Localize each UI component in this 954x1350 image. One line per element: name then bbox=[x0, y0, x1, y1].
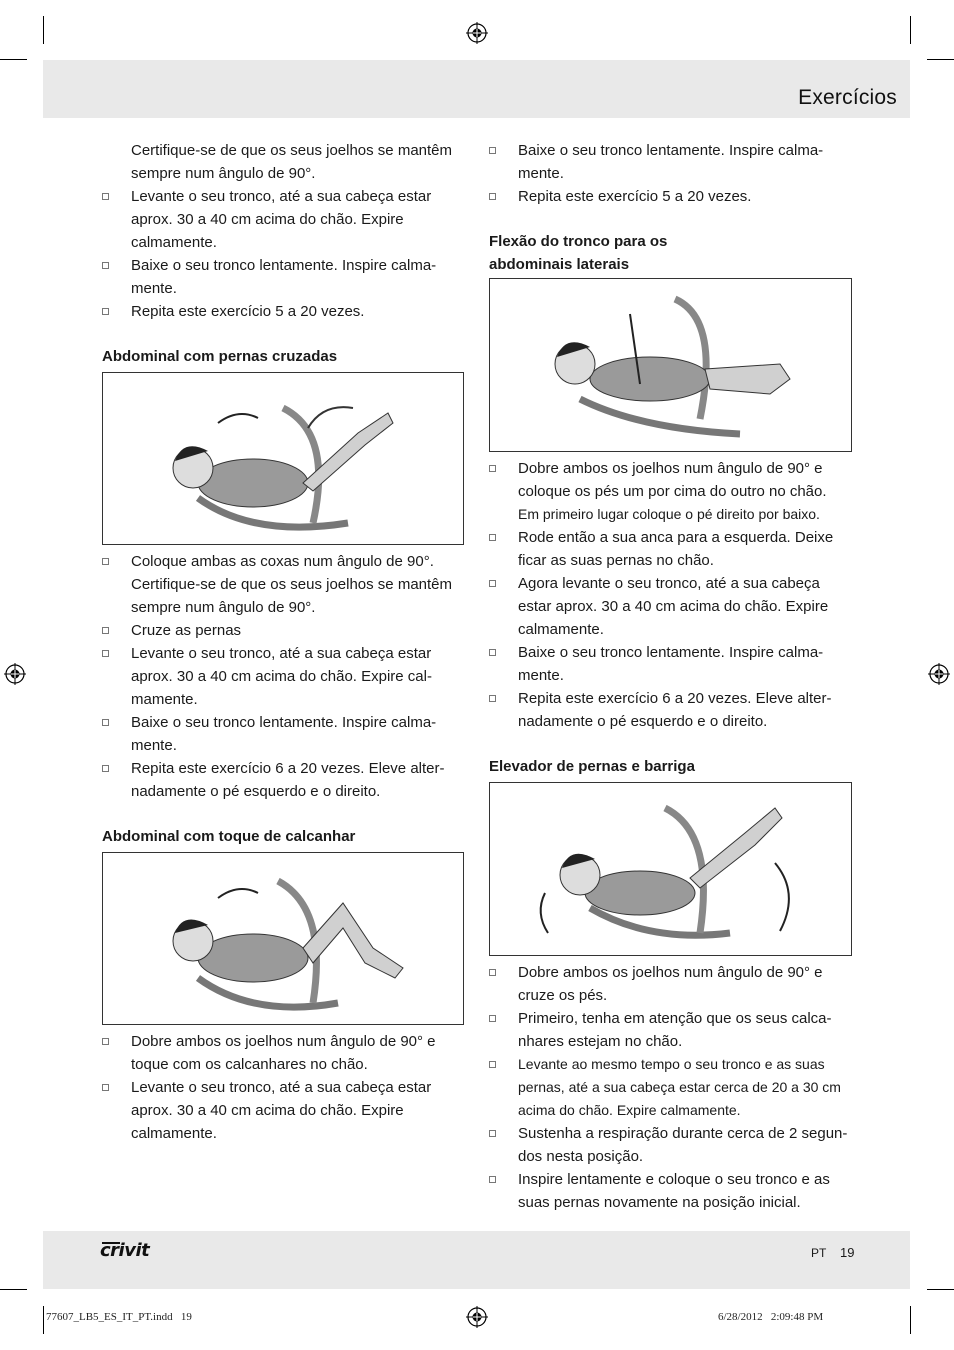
checkbox-bullet-icon bbox=[489, 649, 496, 656]
list-item: Dobre ambos os joelhos num ângulo de 90° e cruze os pés. bbox=[489, 961, 854, 1007]
exercise-figure-side-crunch bbox=[490, 279, 853, 453]
crop-mark bbox=[43, 16, 44, 44]
list-item: Baixe o seu tronco lentamente. Inspire calma- mente. bbox=[102, 711, 467, 757]
list-item: Levante o seu tronco, até a sua cabeça estar aprox. 30 a 40 cm acima do chão. Expire cal- mamente. bbox=[102, 642, 467, 711]
crop-mark bbox=[910, 16, 911, 44]
section-heading: Abdominal com pernas cruzadas bbox=[102, 348, 338, 365]
exercise-illustration bbox=[102, 852, 464, 1025]
checkbox-bullet-icon bbox=[102, 627, 109, 634]
registration-mark-icon bbox=[928, 663, 950, 685]
list-item: Coloque ambas as coxas num ângulo de 90°. Certifique-se de que os seus joelhos se mantêm sempre num ângulo de 90°. bbox=[102, 550, 467, 619]
checkbox-bullet-icon bbox=[489, 193, 496, 200]
list-item: Baixe o seu tronco lentamente. Inspire calma- mente. bbox=[489, 139, 854, 185]
list-item: Cruze as pernas bbox=[102, 619, 467, 642]
section-heading: Flexão do tronco para os abdominais laterais bbox=[489, 233, 668, 273]
checkbox-bullet-icon bbox=[489, 1061, 496, 1068]
checkbox-bullet-icon bbox=[102, 1038, 109, 1045]
checkbox-bullet-icon bbox=[102, 262, 109, 269]
exercise-illustration bbox=[102, 372, 464, 545]
list-item: Levante o seu tronco, até a sua cabeça estar aprox. 30 a 40 cm acima do chão. Expire calmamente. bbox=[102, 185, 467, 254]
list-item: Inspire lentamente e coloque o seu tronco e as suas pernas novamente na posição inicial. bbox=[489, 1168, 854, 1214]
registration-mark-icon bbox=[466, 22, 488, 44]
checkbox-bullet-icon bbox=[102, 765, 109, 772]
print-slug-date: 6/28/2012 2:09:48 PM bbox=[718, 1311, 824, 1323]
checkbox-bullet-icon bbox=[489, 147, 496, 154]
list-item: Repita este exercício 5 a 20 vezes. bbox=[489, 185, 854, 208]
section-heading: Elevador de pernas e barriga bbox=[489, 758, 695, 775]
checkbox-bullet-icon bbox=[489, 969, 496, 976]
registration-mark-icon bbox=[4, 663, 26, 685]
crop-mark bbox=[43, 1306, 44, 1334]
list-item: Dobre ambos os joelhos num ângulo de 90° e toque com os calcanhares no chão. bbox=[102, 1030, 467, 1076]
list-item: Sustenha a respiração durante cerca de 2 segun- dos nesta posição. bbox=[489, 1122, 854, 1168]
list-item: Levante o seu tronco, até a sua cabeça estar aprox. 30 a 40 cm acima do chão. Expire calmamente. bbox=[102, 1076, 467, 1145]
list-item: Agora levante o seu tronco, até a sua cabeça estar aprox. 30 a 40 cm acima do chão. Expire calmamente. bbox=[489, 572, 854, 641]
crop-mark bbox=[927, 59, 954, 60]
list-item: Repita este exercício 5 a 20 vezes. bbox=[102, 300, 467, 323]
checkbox-bullet-icon bbox=[489, 1130, 496, 1137]
section-heading: Abdominal com toque de calcanhar bbox=[102, 828, 356, 845]
crop-mark bbox=[927, 1289, 954, 1290]
left-column bbox=[102, 139, 467, 1145]
checkbox-bullet-icon bbox=[102, 1084, 109, 1091]
page-title: Exercícios bbox=[798, 86, 897, 109]
list-item: Levante ao mesmo tempo o seu tronco e as suas pernas, até a sua cabeça estar cerca de 20 a 30 cm acima do chão. Expire calmamente. bbox=[489, 1053, 854, 1122]
intro-text: Certifique-se de que os seus joelhos se mantêm sempre num ângulo de 90°. bbox=[131, 142, 453, 182]
checkbox-bullet-icon bbox=[489, 1015, 496, 1022]
exercise-figure-heel-touch bbox=[103, 853, 465, 1026]
crop-mark bbox=[0, 1289, 27, 1290]
checkbox-bullet-icon bbox=[102, 650, 109, 657]
exercise-figure-crossed-legs bbox=[103, 373, 465, 546]
list-item: Repita este exercício 6 a 20 vezes. Eleve alter- nadamente o pé esquerdo e o direito. bbox=[102, 757, 467, 803]
checkbox-bullet-icon bbox=[489, 534, 496, 541]
list-item: Primeiro, tenha em atenção que os seus calca- nhares estejam no chão. bbox=[489, 1007, 854, 1053]
list-item: Dobre ambos os joelhos num ângulo de 90° e coloque os pés um por cima do outro no chão. Em primeiro lugar coloque o pé direito por baixo. bbox=[489, 457, 854, 526]
print-slug-file: 77607_LB5_ES_IT_PT.indd 19 bbox=[46, 1311, 192, 1323]
page-number: 19 bbox=[840, 1245, 855, 1260]
crop-mark bbox=[0, 59, 27, 60]
registration-mark-icon bbox=[466, 1306, 488, 1328]
checkbox-bullet-icon bbox=[489, 1176, 496, 1183]
right-column bbox=[489, 139, 854, 1214]
exercise-figure-leg-raise bbox=[490, 783, 853, 957]
checkbox-bullet-icon bbox=[102, 558, 109, 565]
checkbox-bullet-icon bbox=[489, 695, 496, 702]
list-item: Repita este exercício 6 a 20 vezes. Eleve alter- nadamente o pé esquerdo e o direito. bbox=[489, 687, 854, 733]
list-item: Rode então a sua anca para a esquerda. Deixe ficar as suas pernas no chão. bbox=[489, 526, 854, 572]
exercise-illustration bbox=[489, 782, 852, 956]
header-bar bbox=[43, 60, 910, 118]
checkbox-bullet-icon bbox=[102, 193, 109, 200]
checkbox-bullet-icon bbox=[489, 465, 496, 472]
list-item: Baixe o seu tronco lentamente. Inspire calma- mente. bbox=[489, 641, 854, 687]
list-item: Baixe o seu tronco lentamente. Inspire calma- mente. bbox=[102, 254, 467, 300]
checkbox-bullet-icon bbox=[489, 580, 496, 587]
checkbox-bullet-icon bbox=[102, 308, 109, 315]
exercise-illustration bbox=[489, 278, 852, 452]
crop-mark bbox=[910, 1306, 911, 1334]
footer-bar bbox=[43, 1231, 910, 1289]
checkbox-bullet-icon bbox=[102, 719, 109, 726]
language-code: PT bbox=[811, 1246, 827, 1260]
brand-logo: crivit bbox=[100, 1240, 150, 1261]
